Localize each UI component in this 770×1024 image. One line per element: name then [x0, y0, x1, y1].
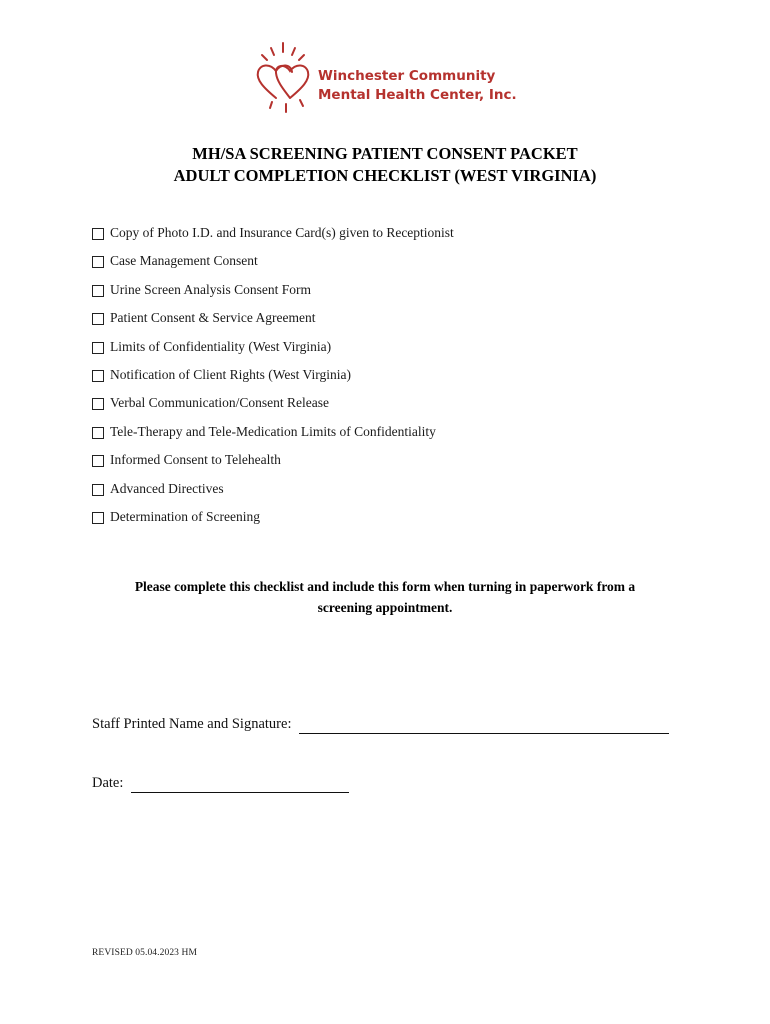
staff-signature-row — [92, 714, 669, 734]
checklist-item-label: Notification of Client Rights (West Virginia) — [110, 366, 351, 382]
checklist-item — [92, 394, 454, 422]
revision-note: REVISED 05.04.2023 HM — [92, 948, 198, 958]
organization-name-line2: Mental Health Center, Inc. — [318, 87, 517, 103]
organization-name-line1: Winchester Community — [318, 68, 496, 84]
checkbox[interactable] — [92, 512, 104, 524]
checklist-item-label: Determination of Screening — [110, 508, 260, 524]
checklist-item-label: Informed Consent to Telehealth — [110, 452, 281, 468]
date-label: Date: — [92, 775, 124, 791]
date-row — [92, 773, 349, 793]
staff-signature-label: Staff Printed Name and Signature: — [92, 716, 292, 732]
checkbox[interactable] — [92, 228, 104, 240]
checklist-item — [92, 338, 454, 366]
checklist-item — [92, 423, 454, 451]
checklist-item-label: Limits of Confidentiality (West Virginia) — [110, 338, 332, 354]
staff-signature-field[interactable] — [299, 717, 669, 734]
checkbox[interactable] — [92, 455, 104, 467]
checklist-item-label: Verbal Communication/Consent Release — [110, 395, 329, 411]
checklist-item — [92, 480, 454, 508]
two-hearts-icon — [250, 40, 316, 116]
checkbox[interactable] — [92, 370, 104, 382]
checklist-item-label: Copy of Photo I.D. and Insurance Card(s) given to Receptionist — [110, 225, 454, 240]
checkbox[interactable] — [92, 313, 104, 325]
checkbox[interactable] — [92, 256, 104, 268]
checklist-item — [92, 224, 454, 252]
checkbox[interactable] — [92, 342, 104, 354]
checklist-item — [92, 366, 454, 394]
checklist-item-label: Advanced Directives — [110, 480, 224, 496]
checklist-item — [92, 508, 454, 536]
checkbox[interactable] — [92, 427, 104, 439]
instruction-text — [90, 576, 680, 618]
organization-name — [318, 67, 517, 105]
checkbox[interactable] — [92, 398, 104, 410]
checkbox[interactable] — [92, 484, 104, 496]
checklist-item-label: Urine Screen Analysis Consent Form — [110, 281, 311, 297]
instruction-line2: screening appointment. — [317, 600, 453, 615]
checklist-item — [92, 451, 454, 479]
page-title-line1: MH/SA SCREENING PATIENT CONSENT PACKET — [192, 144, 578, 163]
checklist-item — [92, 281, 454, 309]
date-field[interactable] — [131, 776, 349, 793]
completion-checklist — [92, 224, 454, 536]
checklist-item — [92, 252, 454, 280]
checklist-item-label: Case Management Consent — [110, 253, 258, 269]
checklist-item — [92, 309, 454, 337]
checklist-item-label: Patient Consent & Service Agreement — [110, 310, 316, 326]
checklist-item-label: Tele-Therapy and Tele-Medication Limits of Confidentiality — [110, 423, 436, 439]
logo — [250, 40, 550, 120]
instruction-line1: Please complete this checklist and include this form when turning in paperwork from a — [134, 579, 636, 594]
page-title-line2: ADULT COMPLETION CHECKLIST (WEST VIRGINIA) — [173, 166, 597, 185]
checkbox[interactable] — [92, 285, 104, 297]
page-title — [0, 143, 770, 187]
